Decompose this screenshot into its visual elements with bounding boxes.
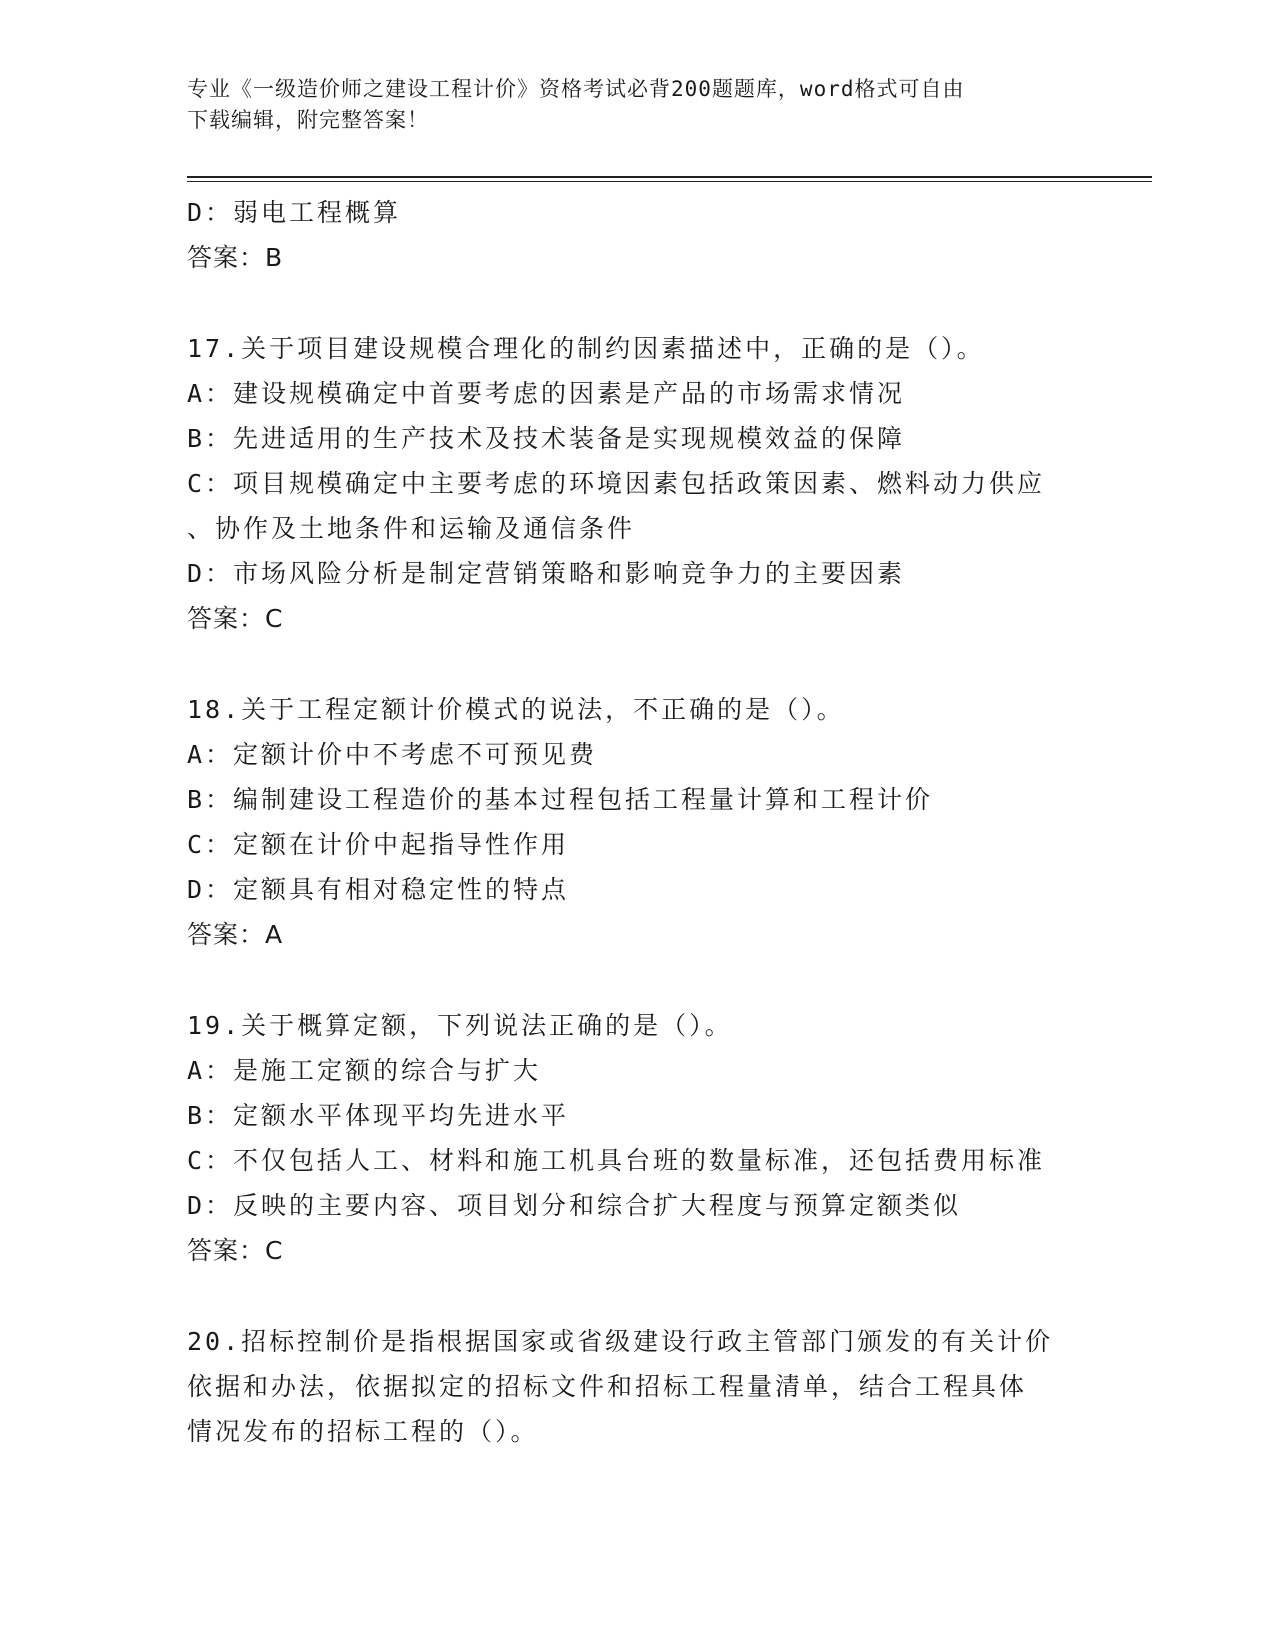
- option-b: B：先进适用的生产技术及技术装备是实现规模效益的保障: [187, 424, 906, 453]
- header-rule-thick: [187, 176, 1152, 178]
- header-rule-thin: [187, 181, 1152, 182]
- option-b: B：定额水平体现平均先进水平: [187, 1101, 570, 1130]
- option-d: D：市场风险分析是制定营销策略和影响竞争力的主要因素: [187, 559, 906, 588]
- question-stem: 19.关于概算定额，下列说法正确的是（）。: [187, 1011, 733, 1040]
- answer-line: 答案：C: [187, 604, 284, 633]
- question-stem: 17.关于项目建设规模合理化的制约因素描述中，正确的是（）。: [187, 334, 985, 363]
- option-c: C：不仅包括人工、材料和施工机具台班的数量标准，还包括费用标准: [187, 1146, 1046, 1175]
- question-content: [187, 190, 1087, 1454]
- answer-line: 答案：B: [187, 243, 284, 272]
- option-d: D：弱电工程概算: [187, 198, 402, 227]
- option-c-continued: 、协作及土地条件和运输及通信条件: [187, 514, 636, 543]
- header-line-2: 下载编辑，附完整答案！: [187, 108, 429, 132]
- option-d: D：定额具有相对稳定性的特点: [187, 875, 570, 904]
- question-stem: 20.招标控制价是指根据国家或省级建设行政主管部门颁发的有关计价: [187, 1327, 1054, 1356]
- question-20: [187, 1319, 1087, 1454]
- option-b: B：编制建设工程造价的基本过程包括工程量计算和工程计价: [187, 785, 934, 814]
- question-19: [187, 1003, 1087, 1273]
- question-stem-continued: 情况发布的招标工程的（）。: [187, 1417, 539, 1446]
- previous-question-tail: [187, 190, 1087, 280]
- option-a: A：建设规模确定中首要考虑的因素是产品的市场需求情况: [187, 379, 906, 408]
- header-line-1: 专业《一级造价师之建设工程计价》资格考试必背200题题库，word格式可自由: [187, 77, 965, 101]
- page-header: [187, 74, 1067, 136]
- question-18: [187, 687, 1087, 957]
- option-a: A：是施工定额的综合与扩大: [187, 1056, 542, 1085]
- question-stem: 18.关于工程定额计价模式的说法，不正确的是（）。: [187, 695, 845, 724]
- answer-line: 答案：C: [187, 1236, 284, 1265]
- option-c: C：定额在计价中起指导性作用: [187, 830, 570, 859]
- option-c: C：项目规模确定中主要考虑的环境因素包括政策因素、燃料动力供应: [187, 469, 1046, 498]
- question-17: [187, 326, 1087, 641]
- option-a: A：定额计价中不考虑不可预见费: [187, 740, 598, 769]
- answer-line: 答案：A: [187, 920, 284, 949]
- question-stem-continued: 依据和办法，依据拟定的招标文件和招标工程量清单，结合工程具体: [187, 1372, 1028, 1401]
- option-d: D：反映的主要内容、项目划分和综合扩大程度与预算定额类似: [187, 1191, 962, 1220]
